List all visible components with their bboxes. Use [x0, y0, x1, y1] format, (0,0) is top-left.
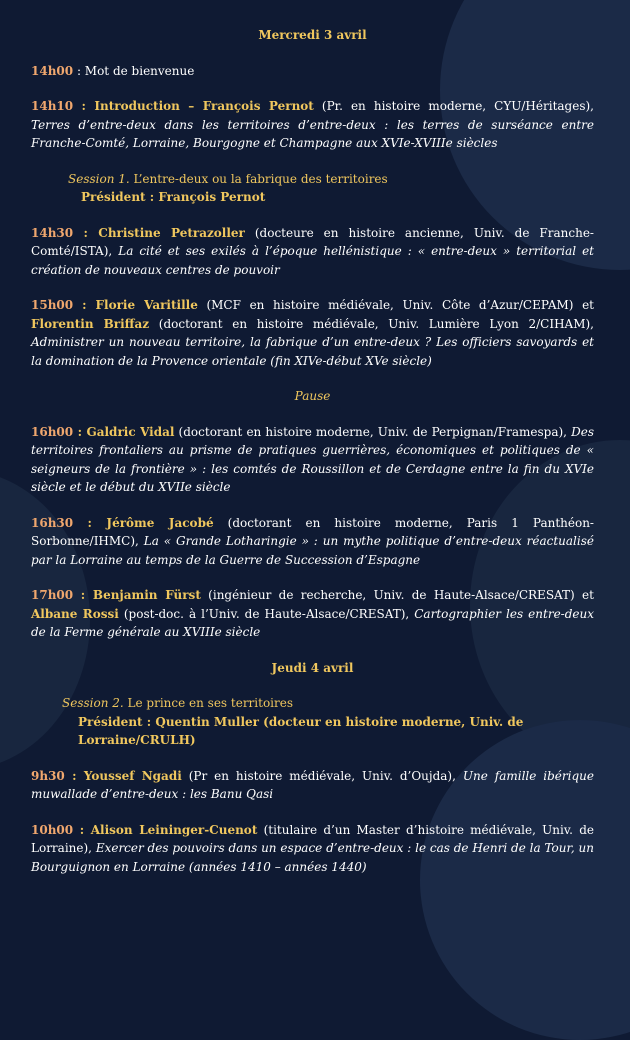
speaker-affiliation: (doctorant en histoire médiévale, Univ. Lumière Lyon 2/CIHAM),	[149, 316, 594, 331]
session-title: L’entre-deux ou la fabrique des territoires	[129, 171, 388, 186]
colon: :	[73, 424, 87, 439]
talk-title: La cité et ses exilés à l’époque hellénistique : « entre-deux » territorial et création de nouveaux centres de pouvoir	[31, 244, 594, 277]
speaker-name: François Pernot	[202, 99, 314, 113]
talk-item	[31, 423, 594, 497]
program	[31, 26, 594, 876]
speaker-name: Alison Leininger-Cuenot	[90, 822, 258, 837]
session-label: Session 1.	[68, 171, 130, 186]
speaker-name: Galdric Vidal	[86, 424, 175, 439]
session-heading	[62, 694, 594, 750]
talk-title: Cartographier les entre-deux de la Ferme générale au XVIIIe siècle	[31, 606, 595, 639]
welcome-text: : Mot de bienvenue	[73, 63, 195, 78]
colon: :	[73, 588, 93, 602]
speaker-name: Florie Varitille	[95, 298, 198, 312]
speaker-name: Albane Rossi	[31, 606, 119, 621]
talk-title: Une famille ibérique muwallade d’entre-deux : les Banu Qasi	[31, 768, 594, 801]
pause-label: Pause	[294, 389, 331, 403]
colon: :	[73, 99, 95, 113]
talk-item	[31, 514, 594, 570]
time: 17h00	[31, 588, 74, 602]
talk-item	[31, 821, 594, 877]
session-president: Président : François Pernot	[81, 190, 266, 204]
time: 14h00	[31, 63, 74, 78]
dash: –	[179, 99, 203, 113]
time: 16h30	[31, 515, 74, 530]
colon: :	[73, 822, 91, 837]
talk-item	[31, 296, 594, 370]
colon: :	[64, 768, 84, 783]
speaker-affiliation: (Pr. en histoire moderne, CYU/Héritages),	[313, 99, 594, 113]
day-heading: Jeudi 4 avril	[271, 660, 354, 675]
time: 10h00	[31, 822, 74, 837]
session-title: Le prince en ses territoires	[123, 696, 294, 710]
speaker-affiliation: (MCF en histoire médiévale, Univ. Côte d’Azur/CEPAM) et	[197, 298, 595, 312]
time: 9h30	[31, 768, 65, 783]
speaker-affiliation: (ingénieur de recherche, Univ. de Haute-Alsace/CRESAT) et	[200, 588, 594, 602]
day-heading: Mercredi 3 avril	[258, 28, 367, 42]
talk-title: Terres d’entre-deux dans les territoires d’entre-deux : les terres de surséance entre Franche-Comté, Lorraine, Bourgogne et Champagne aux XVIe-XVIIIe siècles	[31, 117, 594, 150]
time: 16h00	[31, 424, 74, 439]
welcome-item	[31, 62, 594, 81]
talk-item	[31, 586, 594, 642]
speaker-affiliation: (post-doc. à l’Univ. de Haute-Alsace/CRESAT),	[118, 606, 415, 621]
speaker-name: Christine Petrazoller	[98, 225, 245, 240]
speaker-name: Florentin Briffaz	[31, 316, 150, 331]
time: 14h10	[31, 99, 74, 113]
session-president: Président : Quentin Muller (docteur en histoire moderne, Univ. de Lorraine/CRULH)	[78, 714, 524, 747]
speaker-affiliation: (doctorant en histoire moderne, Paris 1 Panthéon-Sorbonne/IHMC),	[31, 515, 594, 548]
speaker-affiliation: (titulaire d’un Master d’histoire médiévale, Univ. de Lorraine),	[31, 822, 594, 855]
speaker-affiliation: (docteure en histoire ancienne, Univ. de Franche-Comté/ISTA),	[31, 225, 594, 258]
speaker-affiliation: (doctorant en histoire moderne, Univ. de Perpignan/Framespa),	[174, 424, 572, 439]
colon: :	[73, 515, 107, 530]
intro-label: Introduction	[94, 99, 180, 113]
colon: :	[73, 298, 96, 312]
talk-title: La « Grande Lotharingie » : un mythe politique d’entre-deux réactualisé par la Lorraine au temps de la Guerre de Succession d’Espagne	[31, 534, 594, 567]
talk-title: Exercer des pouvoirs dans un espace d’entre-deux : le cas de Henri de la Tour, un Bourguignon en Lorraine (années 1410 – années 1440)	[31, 841, 594, 874]
talk-title: Des territoires frontaliers au prisme de pratiques guerrières, économiques et politiques de « seigneurs de la frontière » : les comtés de Roussillon et de Cerdagne entre la fin du XVIe siècle et le début du XVIIe siècle	[31, 424, 594, 494]
talk-item	[31, 767, 594, 804]
speaker-name: Youssef Ngadi	[83, 768, 182, 783]
intro-item	[31, 97, 594, 153]
session-label: Session 2.	[62, 696, 124, 710]
speaker-name: Benjamin Fürst	[92, 588, 201, 602]
talk-item	[31, 224, 594, 280]
speaker-affiliation: (Pr en histoire médiévale, Univ. d’Oujda),	[181, 768, 463, 783]
speaker-name: Jérôme Jacobé	[106, 515, 214, 530]
session-heading	[68, 170, 594, 207]
time: 15h00	[31, 298, 74, 312]
time: 14h30	[31, 225, 74, 240]
talk-title: Administrer un nouveau territoire, la fabrique d’un entre-deux ? Les officiers savoyards et la domination de la Provence orientale (fin XIVe-début XVe siècle)	[31, 335, 594, 368]
colon: :	[73, 225, 99, 240]
